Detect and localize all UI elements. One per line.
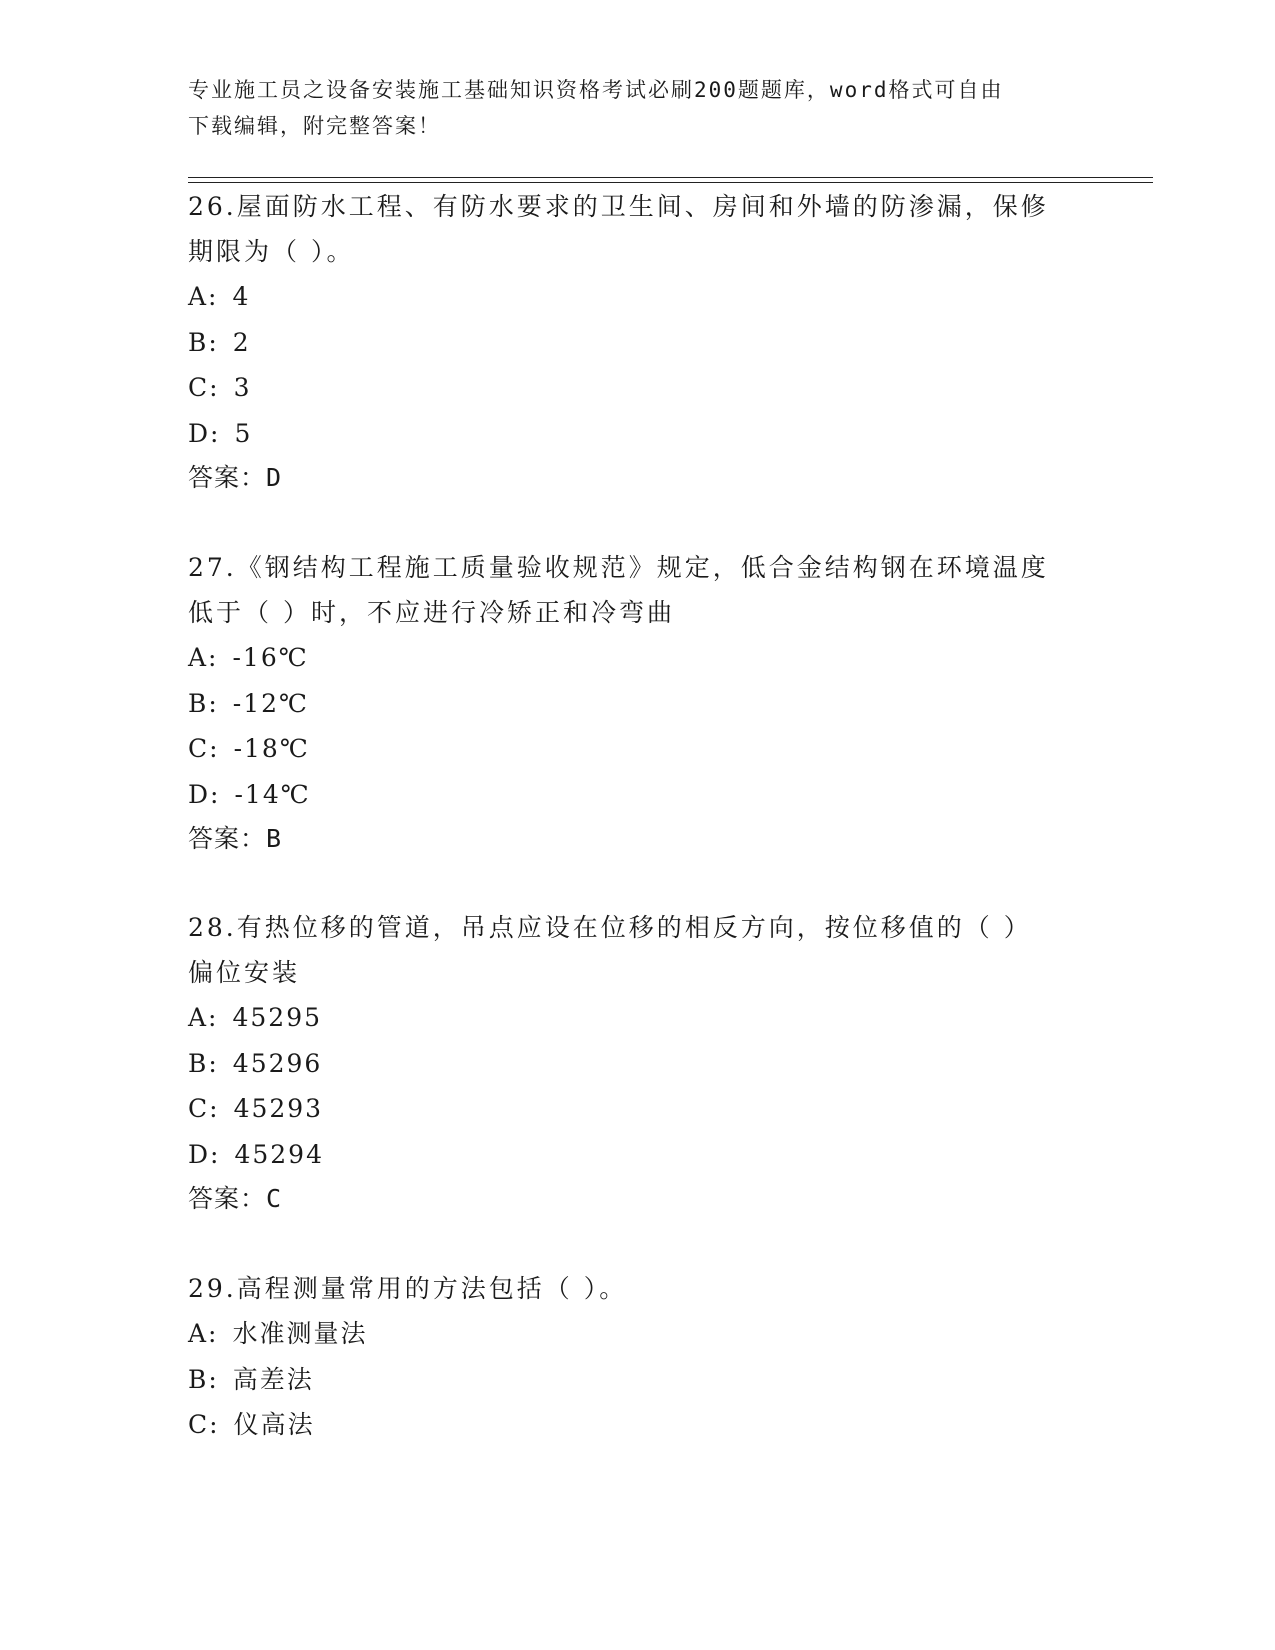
- option-a: [188, 274, 1088, 320]
- option-c: [188, 726, 1088, 772]
- option-a: [188, 1311, 1088, 1357]
- option-letter: A:: [188, 1319, 219, 1348]
- option-text: 水准测量法: [232, 1319, 368, 1348]
- header-line-2: 下载编辑，附完整答案！: [188, 114, 441, 138]
- option-text: 3: [233, 373, 252, 402]
- answer: 答案：D: [188, 463, 283, 492]
- option-text: 4: [232, 282, 251, 311]
- option-letter: A:: [188, 282, 219, 311]
- question-stem-line: 期限为（ ）。: [188, 237, 355, 266]
- question-stem-line: 28.有热位移的管道，吊点应设在位移的相反方向，按位移值的（ ）: [188, 913, 1032, 942]
- option-letter: C:: [188, 373, 220, 402]
- question-27: [188, 545, 1088, 861]
- question-stem-line: 29.高程测量常用的方法包括（ ）。: [188, 1274, 628, 1303]
- answer: 答案：B: [188, 824, 283, 853]
- option-c: [188, 365, 1088, 411]
- option-letter: D:: [188, 1139, 221, 1169]
- question-stem-line: 偏位安装: [188, 958, 301, 987]
- option-a: [188, 995, 1088, 1041]
- option-text: -16℃: [232, 643, 309, 672]
- option-text: 45293: [233, 1094, 324, 1123]
- question-stem-line: 26.屋面防水工程、有防水要求的卫生间、房间和外墙的防渗漏，保修: [188, 192, 1049, 221]
- option-c: [188, 1086, 1088, 1132]
- option-d: [188, 411, 1088, 457]
- option-b: [188, 1041, 1088, 1087]
- question-26: [188, 184, 1088, 500]
- option-text: 高差法: [232, 1364, 314, 1394]
- option-letter: B:: [188, 688, 219, 718]
- option-b: [188, 681, 1088, 727]
- option-letter: B:: [188, 1048, 219, 1078]
- option-text: 45294: [234, 1139, 324, 1169]
- option-text: -12℃: [232, 688, 310, 718]
- document-header: [188, 72, 1078, 144]
- header-line-1: 专业施工员之设备安装施工基础知识资格考试必刷200题题库，word格式可自由: [188, 78, 1004, 102]
- option-text: -18℃: [233, 734, 310, 763]
- option-text: 45296: [232, 1048, 323, 1078]
- header-divider-bottom: [188, 182, 1153, 183]
- option-text: 2: [232, 327, 251, 357]
- question-28: [188, 905, 1088, 1221]
- header-divider-top: [188, 177, 1153, 178]
- option-text: 5: [234, 418, 253, 448]
- option-letter: C:: [188, 734, 220, 763]
- option-text: 45295: [232, 1003, 323, 1032]
- question-stem-line: 27.《钢结构工程施工质量验收规范》规定，低合金结构钢在环境温度: [188, 553, 1049, 582]
- question-29: [188, 1266, 1088, 1448]
- option-d: [188, 772, 1088, 818]
- option-letter: C:: [188, 1094, 220, 1123]
- option-text: -14℃: [234, 779, 311, 809]
- option-letter: B:: [188, 1364, 219, 1394]
- option-c: [188, 1402, 1088, 1448]
- option-letter: B:: [188, 327, 219, 357]
- option-letter: C:: [188, 1410, 220, 1439]
- option-text: 仪高法: [233, 1410, 315, 1439]
- option-letter: A:: [188, 643, 219, 672]
- option-letter: D:: [188, 418, 221, 448]
- option-letter: D:: [188, 779, 221, 809]
- question-stem-line: 低于（ ）时，不应进行冷矫正和冷弯曲: [188, 598, 675, 627]
- answer: 答案：C: [188, 1184, 283, 1213]
- option-d: [188, 1132, 1088, 1178]
- option-a: [188, 635, 1088, 681]
- option-b: [188, 1357, 1088, 1403]
- option-letter: A:: [188, 1003, 219, 1032]
- option-b: [188, 320, 1088, 366]
